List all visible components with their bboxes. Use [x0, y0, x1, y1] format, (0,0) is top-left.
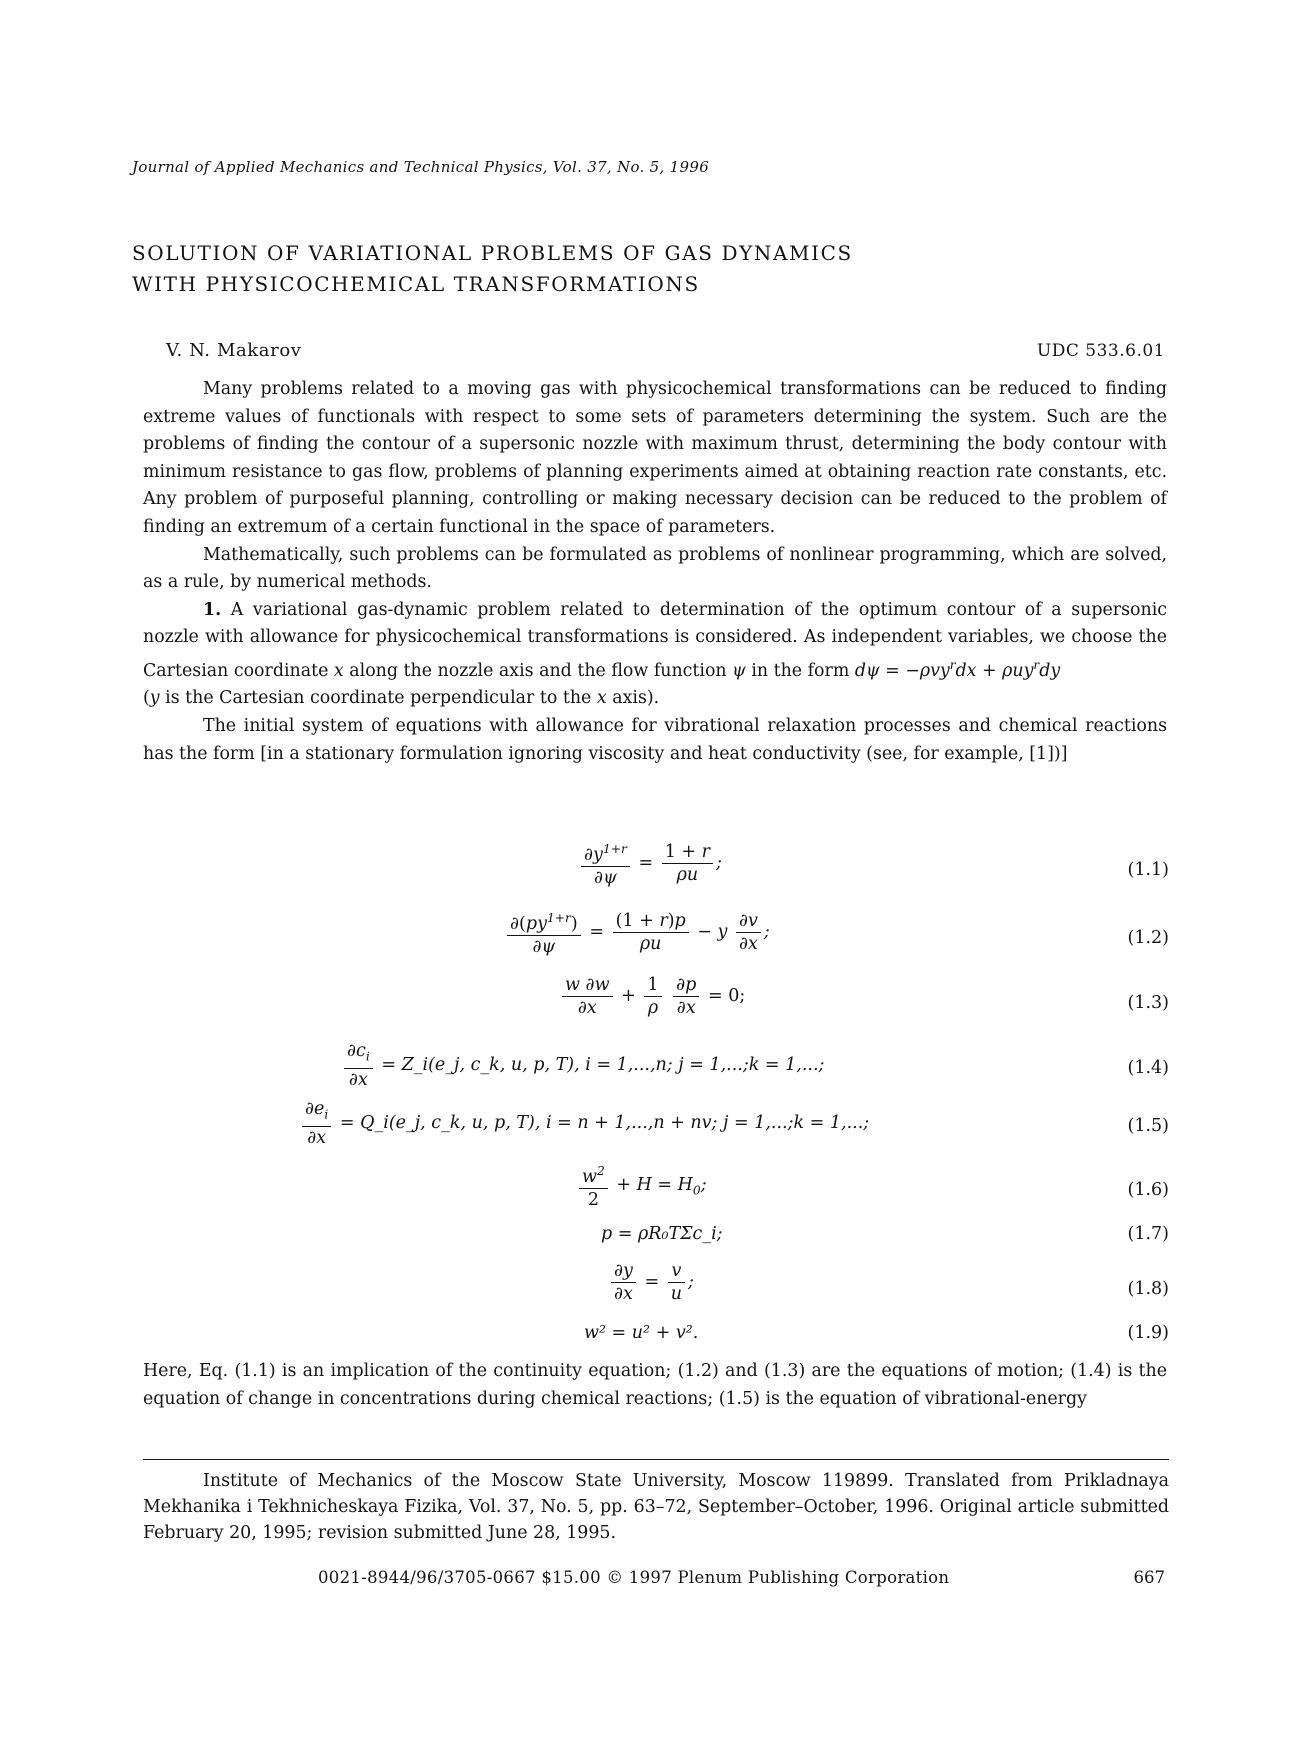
equation-number: (1.4) — [1127, 1058, 1169, 1078]
paragraph-system: The initial system of equations with allowance for vibrational relaxation processes and chemical reactions has the form [in a stationary formulation ignoring viscosity and heat conductivity (see, for example, [1])] — [143, 715, 1167, 764]
paragraph-equation-explanation: Here, Eq. (1.1) is an implication of the continuity equation; (1.2) and (1.3) are the equations of motion; (1.4) is the equation of change in concentrations during chemical reactions; (1.5) is the equation of vibrational-energy — [143, 1361, 1167, 1409]
paragraph-math: Mathematically, such problems can be formulated as problems of nonlinear programming, which are solved, as a rule, by numerical methods. — [143, 544, 1167, 593]
equation-number: (1.7) — [1127, 1224, 1169, 1244]
title-line-2: WITH PHYSICOCHEMICAL TRANSFORMATIONS — [132, 272, 700, 296]
page-number: 667 — [1133, 1568, 1165, 1587]
equation-number: (1.3) — [1127, 993, 1169, 1013]
author-name: V. N. Makarov — [166, 340, 302, 361]
body-text-lower — [143, 1358, 1167, 1413]
equation-1-5: $\frac{\partial e_i}{\partial x}$ = Q_i(e_j, c_k, u, p, T), i = n + 1,...,n + nv; j = 1,...;k = 1,...; — [299, 1098, 869, 1149]
equation-1-4: $\frac{\partial c_i}{\partial x}$ = Z_i(e_j, c_k, u, p, T), i = 1,...,n; j = 1,...;k = 1,...; — [341, 1040, 824, 1091]
article-title — [132, 238, 853, 300]
equation-number: (1.8) — [1127, 1279, 1169, 1299]
equation-1-8: $\frac{\partial y}{\partial x}$ = $\frac{v}{u}$ ; — [608, 1260, 694, 1305]
equation-1-7: p = ρR₀TΣc_i; — [601, 1224, 723, 1244]
affiliation-footnote: Institute of Mechanics of the Moscow State University, Moscow 119899. Translated from Prikladnaya Mekhanika i Tekhnicheskaya Fizika, Vol. 37, No. 5, pp. 63–72, September–October, 1996. Original article submitted February 20, 1995; revision submitted June 28, 1995. — [143, 1471, 1169, 1543]
equation-number: (1.2) — [1127, 928, 1169, 948]
equation-number: (1.9) — [1127, 1323, 1169, 1343]
journal-header: Journal of Applied Mechanics and Technical Physics, Vol. 37, No. 5, 1996 — [132, 158, 710, 176]
equation-number: (1.5) — [1127, 1116, 1169, 1136]
equation-1-3: $\frac{w \partial w}{\partial x}$ + $\frac{1}{\rho}$ $\frac{\partial p}{\partial x}$ = 0; — [559, 974, 745, 1019]
equation-1-9: w² = u² + v². — [584, 1323, 699, 1343]
udc-code: UDC 533.6.01 — [1036, 341, 1165, 361]
equation-number: (1.6) — [1127, 1180, 1169, 1200]
body-text-upper — [143, 376, 1167, 768]
paragraph-section-1: 1. A variational gas-dynamic problem related to determination of the optimum contour of a supersonic nozzle with allowance for physicochemical transformations is considered. As independent variables, we choose the Cartesian coordinate x along the nozzle axis and the flow function ψ in the form dψ = −ρvy$^r$dx + ρuy$^r$dy — [143, 599, 1167, 681]
equation-1-2: $\frac{\partial(py^{1+r})}{\partial\psi}$ = $\frac{(1 + r)p}{\rho u}$ − y $\frac{\partial v}{\partial x}$ ; — [504, 907, 770, 958]
equation-1-1: $\frac{\partial y^{1+r}}{\partial\psi}$ = $\frac{1 + r}{\rho u}$ ; — [578, 838, 722, 889]
section-number: 1. — [203, 599, 222, 620]
paragraph-intro: Many problems related to a moving gas with physicochemical transformations can be reduced to finding extreme values of functionals with respect to some sets of parameters determining the system. Such are the problems of finding the contour of a supersonic nozzle with maximum thrust, determining the body contour with minimum resistance to gas flow, problems of planning experiments aimed at obtaining reaction rate constants, etc. Any problem of purposeful planning, controlling or making necessary decision can be reduced to the problem of finding an extremum of a certain functional in the space of parameters. — [143, 379, 1167, 537]
copyright-line: 0021-8944/96/3705-0667 $15.00 © 1997 Plenum Publishing Corporation — [318, 1568, 950, 1587]
title-line-1: SOLUTION OF VARIATIONAL PROBLEMS OF GAS DYNAMICS — [132, 241, 853, 265]
paragraph-y-definition: (y is the Cartesian coordinate perpendicular to the x axis). — [143, 688, 660, 709]
equation-number: (1.1) — [1127, 860, 1169, 880]
footnote-divider — [143, 1459, 1169, 1460]
equation-1-6: $\frac{w^2}{2}$ + $H = H_0$; — [576, 1160, 707, 1211]
